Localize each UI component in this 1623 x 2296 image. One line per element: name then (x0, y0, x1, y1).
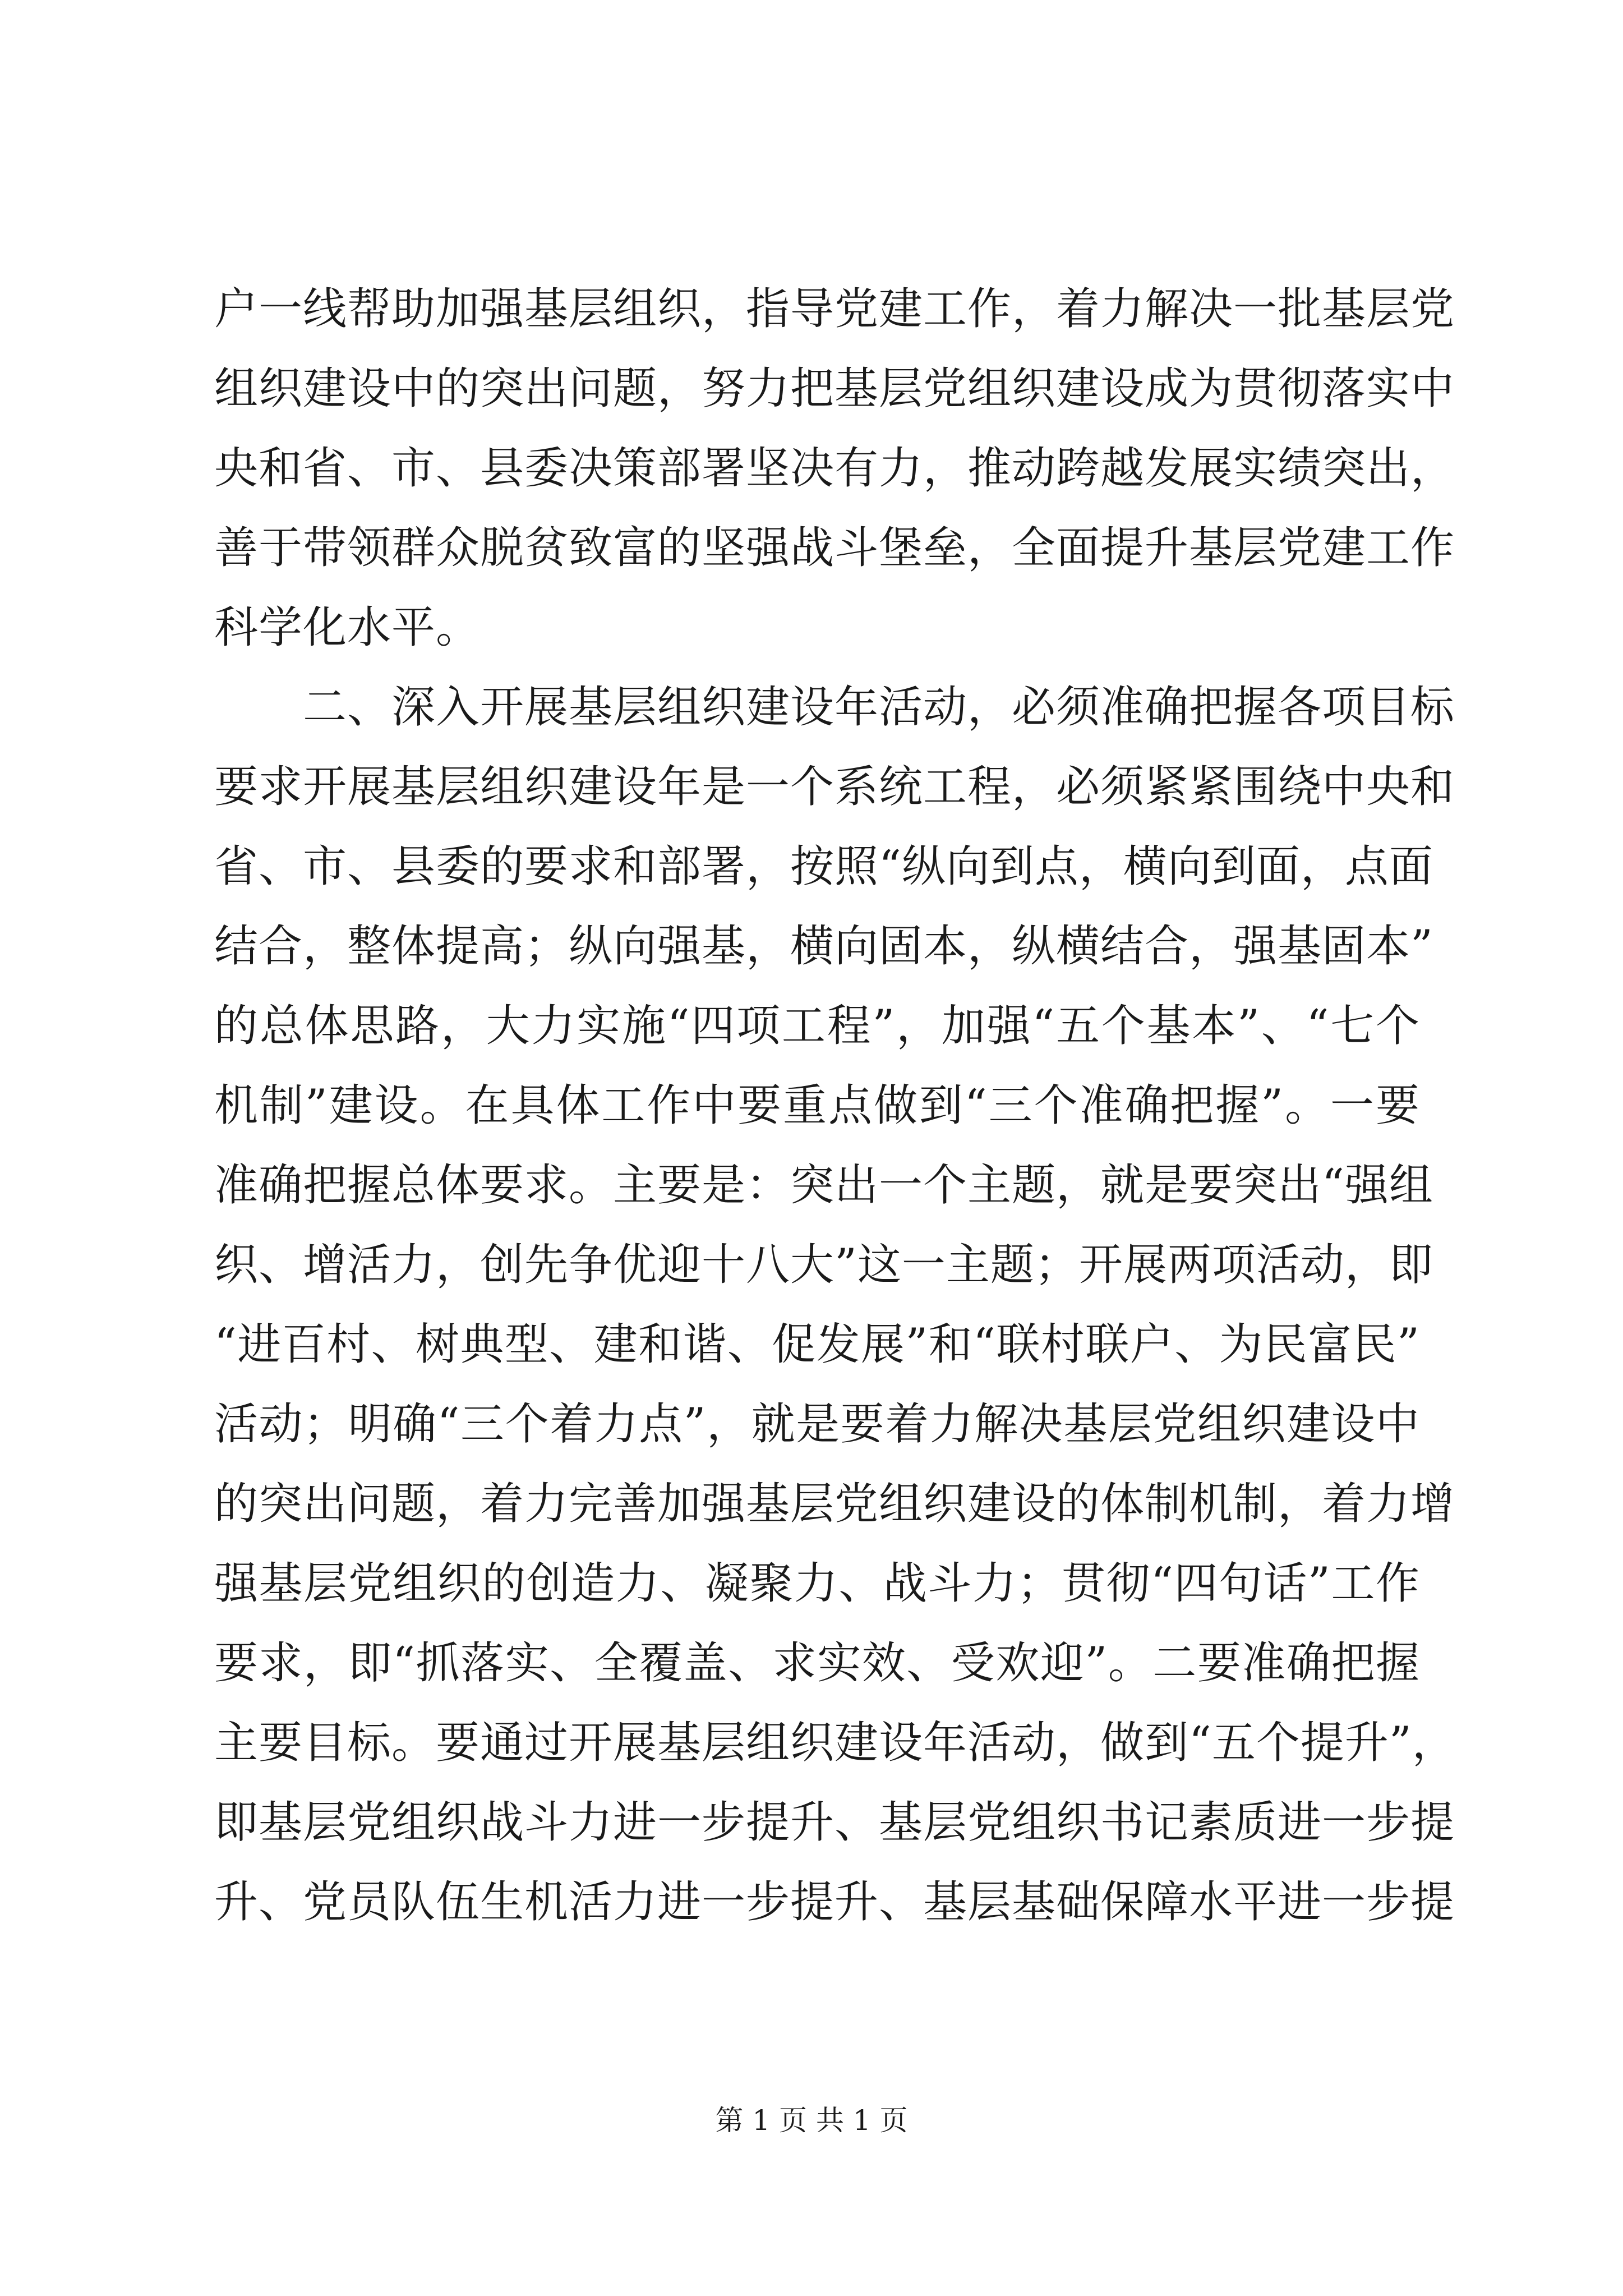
text-line: 善于带领群众脱贫致富的坚强战斗堡垒，全面提升基层党建工作 (214, 523, 1455, 573)
text-line: 织、增活力，创先争优迎十八大”这一主题；开展两项活动，即 (214, 1240, 1433, 1290)
document-body (214, 269, 1456, 1942)
text-line: 科学化水平。 (214, 602, 481, 653)
text-line: 主要目标。要通过开展基层组织建设年活动，做到“五个提升”， (214, 1718, 1456, 1768)
text-line: 要求开展基层组织建设年是一个系统工程，必须紧紧围绕中央和 (214, 762, 1455, 812)
text-line: 的突出问题，着力完善加强基层党组织建设的体制机制，着力增 (214, 1479, 1455, 1529)
text-line: 即基层党组织战斗力进一步提升、基层党组织书记素质进一步提 (214, 1797, 1455, 1848)
text-line: 活动；明确“三个着力点”，就是要着力解决基层党组织建设中 (214, 1399, 1420, 1450)
text-line: 的总体思路，大力实施“四项工程”，加强“五个基本”、“七个 (214, 1001, 1420, 1051)
text-line: 升、党员队伍生机活力进一步提升、基层基础保障水平进一步提 (214, 1877, 1455, 1927)
text-line: 机制”建设。在具体工作中要重点做到“三个准确把握”。一要 (214, 1080, 1420, 1131)
text-line: 要求，即“抓落实、全覆盖、求实效、受欢迎”。二要准确把握 (214, 1638, 1420, 1688)
text-line: 准确把握总体要求。主要是：突出一个主题，就是要突出“强组 (214, 1160, 1433, 1211)
text-line: 组织建设中的突出问题，努力把基层党组织建设成为贯彻落实中 (214, 364, 1455, 414)
page-footer (0, 2104, 1623, 2137)
text-line: 二、深入开展基层组织建设年活动，必须准确把握各项目标 (303, 682, 1455, 733)
text-line: 央和省、市、县委决策部署坚决有力，推动跨越发展实绩突出， (214, 443, 1455, 494)
page-number-label: 第 1 页 共 1 页 (715, 2104, 908, 2137)
text-line: “进百村、树典型、建和谐、促发展”和“联村联户、为民富民” (214, 1319, 1420, 1370)
text-line: 省、市、县委的要求和部署，按照“纵向到点，横向到面，点面 (214, 841, 1433, 892)
text-line: 户一线帮助加强基层组织，指导党建工作，着力解决一批基层党 (214, 284, 1455, 334)
text-line: 结合，整体提高；纵向强基，横向固本，纵横结合，强基固本” (214, 921, 1433, 972)
text-line: 强基层党组织的创造力、凝聚力、战斗力；贯彻“四句话”工作 (214, 1558, 1420, 1609)
